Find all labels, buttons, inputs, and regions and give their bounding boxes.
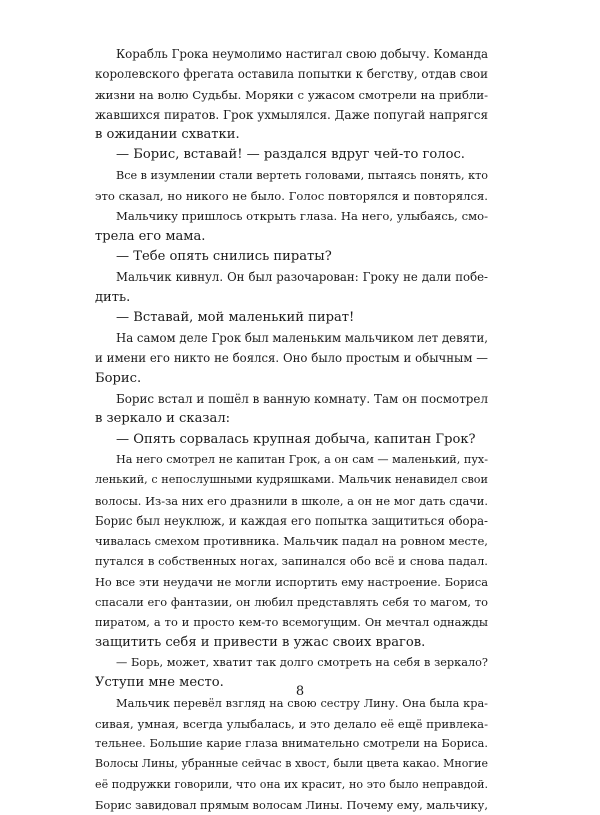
- text-line-01: Корабль Грока неумолимо настигал свою добычу. Команда: [116, 47, 489, 61]
- text-line-20: — Опять сорвалась крупная добыча, капитан Грок?: [116, 431, 476, 447]
- text-line-10: трела его мама.: [95, 228, 206, 244]
- text-line-12: Мальчик кивнул. Он был разочарован: Гроку не дали побе-: [116, 270, 488, 285]
- text-line-13: дить.: [95, 289, 131, 305]
- text-line-33: Мальчик перевёл взгляд на свою сестру Лину. Она была кра-: [116, 696, 488, 710]
- text-line-02: королевского фрегата оставила попытки к бегству, отдав свои: [95, 67, 488, 82]
- text-line-23: волосы. Из-за них его дразнили в школе, а он не мог дать сдачи.: [95, 493, 488, 508]
- text-line-22: ленький, с непослушными кудряшками. Мальчик ненавидел свои: [95, 473, 488, 487]
- text-line-30: защитить себя и привести в ужас своих врагов.: [95, 634, 426, 650]
- text-line-36: Волосы Лины, убранные сейчас в хвост, были цвета какао. Многие: [95, 757, 488, 771]
- text-line-16: и имени его никто не боялся. Оно было простым и обычным —: [95, 351, 488, 366]
- page-number: 8: [295, 684, 305, 699]
- text-line-03: жизни на волю Судьбы. Моряки с ужасом смотрели на прибли-: [95, 87, 488, 102]
- text-line-11: — Тебе опять снились пираты?: [116, 248, 332, 264]
- text-line-35: тельнее. Большие карие глаза внимательно смотрели на Бориса.: [95, 737, 488, 751]
- text-line-04: жавшихся пиратов. Грок ухмылялся. Даже попугай напрягся: [95, 107, 489, 122]
- text-line-21: На него смотрел не капитан Грок, а он сам — маленький, пух-: [116, 452, 488, 466]
- text-line-06: — Борис, вставай! — раздался вдруг чей-то голос.: [116, 147, 465, 163]
- text-line-29: пиратом, а то и просто кем-то всемогущим. Он мечтал однажды: [95, 615, 488, 630]
- text-line-34: сивая, умная, всегда улыбалась, и это делало её ещё привлека-: [95, 716, 488, 731]
- text-line-14: — Вставай, мой маленький пират!: [116, 309, 355, 325]
- text-line-15: На самом деле Грок был маленьким мальчиком лет девяти,: [116, 331, 488, 346]
- text-line-05: в ожидании схватки.: [95, 127, 240, 143]
- text-line-38: Борис завидовал прямым волосам Лины. Почему ему, мальчику,: [95, 797, 488, 812]
- text-line-18: Борис встал и пошёл в ванную комнату. Там он посмотрел: [116, 392, 488, 407]
- text-line-24: Борис был неуклюж, и каждая его попытка защититься оборa-: [95, 513, 488, 528]
- text-line-09: Мальчику пришлось открыть глаза. На него, улыбаясь, смо-: [116, 209, 488, 224]
- text-line-31: — Борь, может, хватит так долго смотреть на себя в зеркало?: [116, 655, 488, 669]
- text-line-27: Но все эти неудачи не могли испортить ему настроение. Бориса: [95, 574, 488, 589]
- text-line-25: чивалась смехом противника. Мальчик падал на ровном месте,: [95, 534, 488, 549]
- text-line-32: Уступи мне место.: [95, 675, 224, 691]
- text-line-19: в зеркало и сказал:: [95, 411, 231, 427]
- text-line-26: путался в собственных ногах, запинался обо всё и снова падал.: [95, 554, 488, 569]
- text-line-17: Борис.: [95, 370, 142, 386]
- text-line-08: это сказал, но никого не было. Голос повторялся и повторялся.: [95, 189, 488, 204]
- text-line-37: её подружки говорили, что она их красит, но это было неправдой.: [95, 777, 488, 791]
- text-line-28: спасали его фантазии, он любил представлять себя то магом, то: [95, 595, 488, 610]
- text-line-07: Все в изумлении стали вертеть головами, пытаясь понять, кто: [116, 168, 488, 182]
